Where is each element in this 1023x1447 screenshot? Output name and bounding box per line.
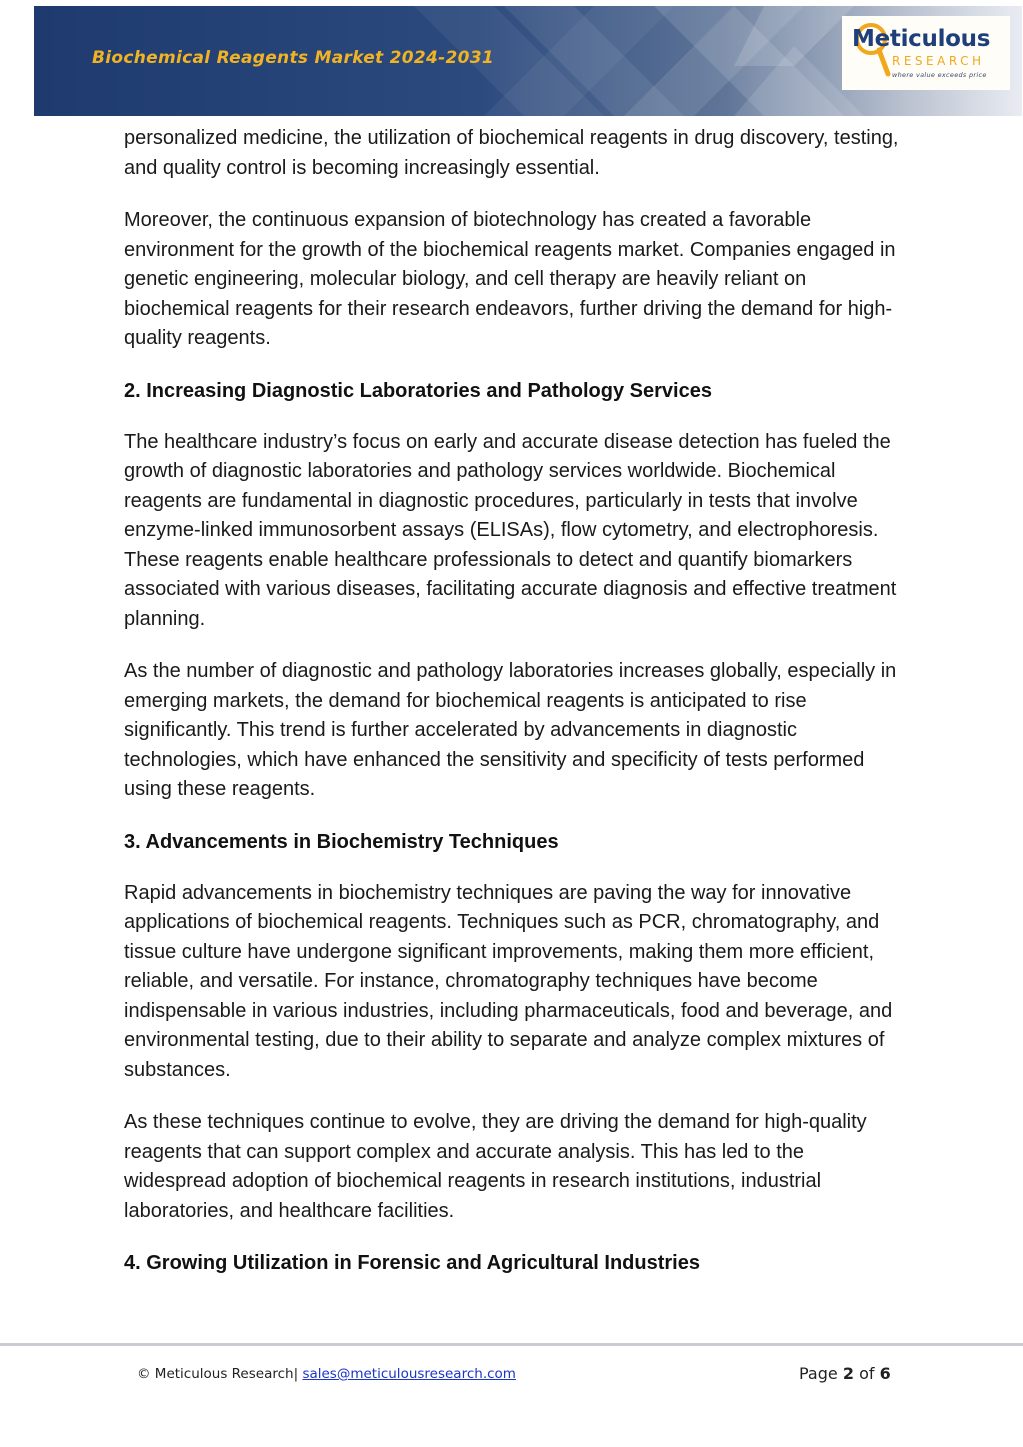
- logo-tagline: where value exceeds price: [892, 71, 987, 79]
- footer-copyright: [137, 1366, 516, 1382]
- header-banner: [34, 6, 1022, 116]
- page-label: Page: [799, 1364, 838, 1383]
- paragraph: Moreover, the continuous expansion of biotechnology has created a favorable environment for the growth of the biochemical reagents market. Companies engaged in genetic engineering, molecular biology, and cell therapy are heavily reliant on biochemical reagents for their research endeavors, further driving the demand for high-quality reagents.: [124, 209, 896, 349]
- section-heading: 2. Increasing Diagnostic Laboratories and Pathology Services: [124, 379, 712, 402]
- section-heading: 4. Growing Utilization in Forensic and Agricultural Industries: [124, 1252, 700, 1274]
- company-logo: [842, 16, 1010, 90]
- paragraph: Rapid advancements in biochemistry techniques are paving the way for innovative applications of biochemical reagents. Techniques such as PCR, chromatography, and tissue culture have undergone significant improvements, making them more efficient, reliable, and versatile. For instance, chromatography techniques have become indispensable in various industries, including pharmaceuticals, food and beverage, and environmental testing, due to their ability to separate and analyze complex mixtures of substances.: [124, 881, 893, 1081]
- copyright-text: © Meticulous Research|: [137, 1366, 299, 1382]
- paragraph: The healthcare industry’s focus on early and accurate disease detection has fueled the growth of diagnostic laboratories and pathology services worldwide. Biochemical reagents are fundamental in diagnostic procedures, particularly in tests that involve enzyme-linked immunosorbent assays (ELISAs), flow cytometry, and electrophoresis. These reagents enable healthcare professionals to detect and quantify biomarkers associated with various diseases, facilitating accurate diagnosis and effective treatment planning.: [124, 430, 897, 630]
- banner-title: Biochemical Reagents Market 2024-2031: [92, 48, 495, 68]
- total-pages: 6: [879, 1364, 891, 1383]
- paragraph: As these techniques continue to evolve, they are driving the demand for high-quality reagents that can support complex and accurate analysis. This has led to the widespread adoption of biochemical reagents in research institutions, industrial laboratories, and healthcare facilities.: [124, 1111, 867, 1222]
- paragraph: personalized medicine, the utilization of biochemical reagents in drug discovery, testing, and quality control is becoming increasingly essential.: [124, 127, 899, 179]
- email-link[interactable]: sales@meticulousresearch.com: [302, 1366, 516, 1382]
- section-heading: 3. Advancements in Biochemistry Techniques: [124, 830, 559, 853]
- page-number: [799, 1364, 891, 1383]
- logo-subtitle: RESEARCH: [892, 54, 985, 68]
- logo-name: Meticulous: [852, 26, 991, 52]
- footer-divider: [0, 1343, 1023, 1346]
- of-label: of: [859, 1364, 875, 1383]
- paragraph: As the number of diagnostic and pathology laboratories increases globally, especially in emerging markets, the demand for biochemical reagents is anticipated to rise significantly. This trend is further accelerated by advancements in diagnostic technologies, which have enhanced the sensitivity and specificity of tests performed using these reagents.: [124, 660, 897, 800]
- document-body: [124, 124, 904, 1300]
- current-page: 2: [842, 1364, 854, 1383]
